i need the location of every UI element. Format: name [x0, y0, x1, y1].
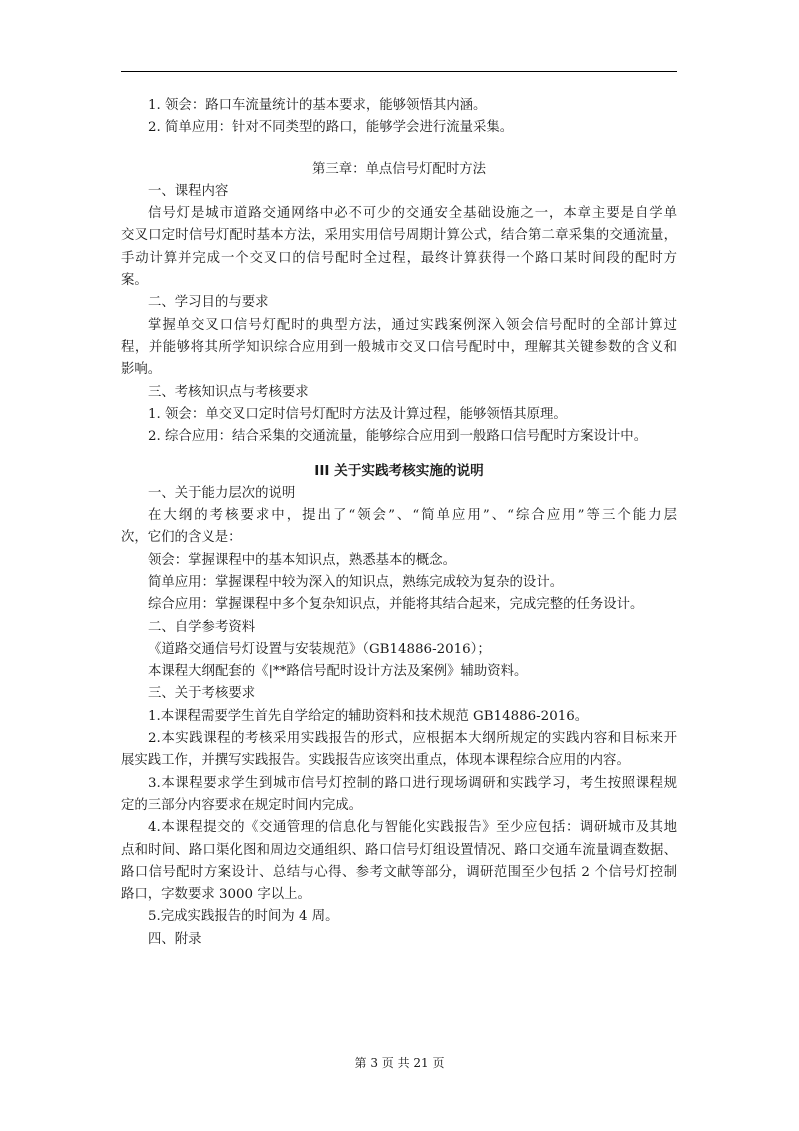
page-footer: 第 3 页 共 21 页 — [354, 1056, 445, 1070]
text-line: 信号灯是城市道路交通网络中必不可少的交通安全基础设施之一，本章主要是自学单 — [148, 206, 677, 222]
text-line: 定的三部分内容要求在规定时间内完成。 — [121, 797, 363, 813]
section-heading: III 关于实践考核实施的说明 — [314, 463, 484, 480]
text-line: 路口信号配时方案设计、总结与心得、参考文献等部分，调研范围至少包括 2 个信号灯控制 — [121, 864, 677, 880]
text-line: 本课程大纲配套的《|**路信号配时设计方法及案例》辅助资料。 — [148, 664, 528, 680]
text-line: 简单应用：掌握课程中较为深入的知识点，熟练完成较为复杂的设计。 — [148, 574, 564, 590]
text-line: 案。 — [121, 273, 148, 289]
section-heading: 第三章：单点信号灯配时方法 — [311, 161, 487, 177]
text-line: 领会：掌握课程中的基本知识点，熟悉基本的概念。 — [148, 552, 456, 568]
text-line: 1. 领会：单交叉口定时信号灯配时方法及计算过程，能够领悟其原理。 — [148, 406, 567, 422]
text-line: 3.本课程要求学生到城市信号灯控制的路口进行现场调研和实践学习，考生按照课程规 — [148, 775, 677, 791]
text-line: 2.本实践课程的考核采用实践报告的形式，应根据本大纲所规定的实践内容和目标来开 — [148, 731, 677, 747]
text-line: 1.本课程需要学生首先自学给定的辅助资料和技术规范 GB14886-2016。 — [148, 708, 589, 724]
text-line: 二、自学参考资料 — [148, 619, 256, 635]
text-line: 5.完成实践报告的时间为 4 周。 — [148, 909, 339, 925]
text-line: 三、考核知识点与考核要求 — [148, 384, 309, 400]
text-line: 4.本课程提交的《交通管理的信息化与智能化实践报告》至少应包括：调研城市及其地 — [148, 820, 677, 836]
text-line: 综合应用：掌握课程中多个复杂知识点，并能将其结合起来，完成完整的任务设计。 — [148, 597, 644, 613]
text-line: 二、学习目的与要求 — [148, 295, 269, 311]
text-line: 《道路交通信号灯设置与安装规范》（GB14886-2016）； — [148, 641, 491, 657]
text-line: 掌握单交叉口信号灯配时的典型方法，通过实践案例深入领会信号配时的全部计算过 — [148, 317, 677, 333]
text-line: 在大纲的考核要求中，提出了“领会”、“简单应用”、“综合应用”等三个能力层 — [148, 508, 677, 524]
text-line: 一、课程内容 — [148, 183, 229, 199]
text-line: 一、关于能力层次的说明 — [148, 485, 296, 501]
text-line: 2. 简单应用：针对不同类型的路口，能够学会进行流量采集。 — [148, 120, 514, 136]
text-line: 展实践工作，并撰写实践报告。实践报告应该突出重点，体现本课程综合应用的内容。 — [121, 753, 630, 769]
text-line: 影响。 — [121, 362, 162, 378]
text-line: 程，并能够将其所学知识综合应用到一般城市交叉口信号配时中，理解其关键参数的含义和 — [121, 339, 677, 355]
text-line: 手动计算并完成一个交叉口的信号配时全过程，最终计算获得一个路口某时间段的配时方 — [121, 250, 677, 266]
text-line: 交叉口定时信号灯配时基本方法，采用实用信号周期计算公式，结合第二章采集的交通流量， — [121, 228, 677, 244]
text-line: 2. 综合应用：结合采集的交通流量，能够综合应用到一般路口信号配时方案设计中。 — [148, 429, 648, 445]
text-line: 三、关于考核要求 — [148, 686, 256, 702]
text-line: 1. 领会：路口车流量统计的基本要求，能够领悟其内涵。 — [148, 98, 487, 113]
text-line: 路口，字数要求 3000 字以上。 — [121, 887, 311, 903]
text-line: 四、附录 — [148, 931, 202, 947]
text-line: 点和时间、路口渠化图和周边交通组织、路口信号灯组设置情况、路口交通车流量调查数据、 — [121, 842, 677, 858]
header-rule — [121, 71, 677, 72]
document-body — [121, 95, 677, 951]
text-line: 次，它们的含义是： — [121, 530, 242, 546]
